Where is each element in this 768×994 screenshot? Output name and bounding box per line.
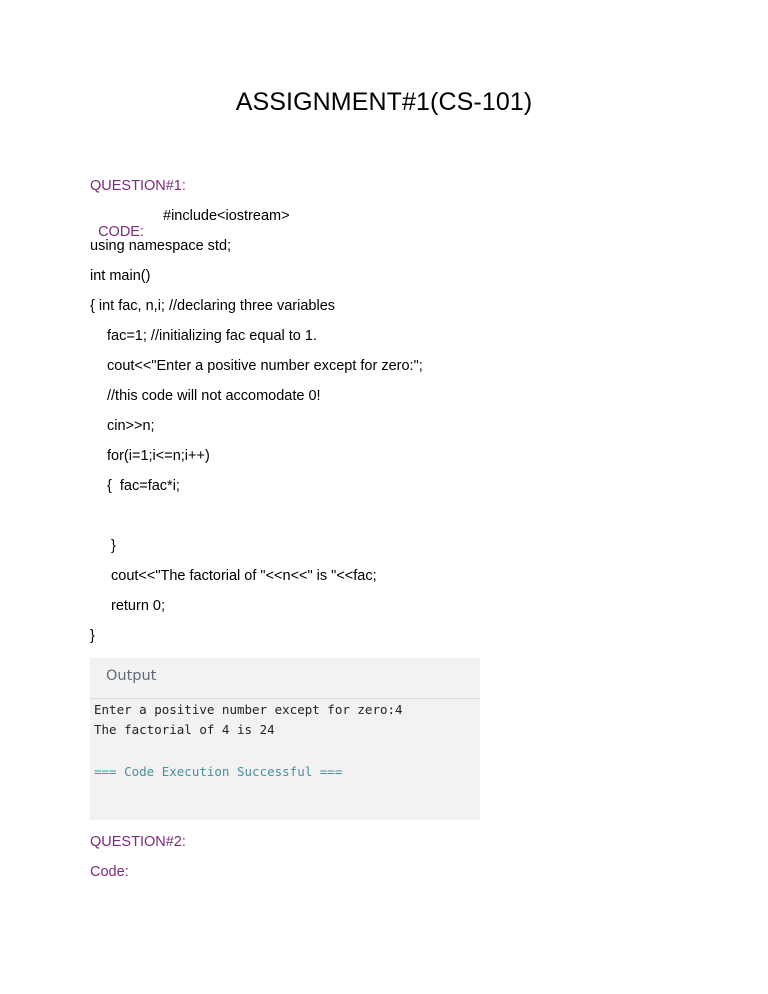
include-line: #include<iostream> [163, 208, 290, 224]
code-line: //this code will not accomodate 0! [107, 388, 321, 404]
code-line: for(i=1;i<=n;i++) [107, 448, 210, 464]
code-line: cin>>n; [107, 418, 155, 434]
output-success-message: === Code Execution Successful === [94, 764, 343, 779]
question-2-heading: QUESTION#2: [90, 834, 186, 850]
code-line: cout<<"The factorial of "<<n<<" is "<<fac; [111, 568, 377, 584]
code-line: cout<<"Enter a positive number except for zero:"; [107, 358, 423, 374]
question-1-heading: QUESTION#1: [90, 178, 186, 194]
code-line: int main() [90, 268, 151, 284]
question-2-code-label: Code: [90, 864, 129, 880]
code-line: { int fac, n,i; //declaring three variables [90, 298, 336, 314]
output-line: The factorial of 4 is 24 [94, 722, 275, 737]
code-line: fac=1; //initializing fac equal to 1. [107, 328, 317, 344]
output-line: Enter a positive number except for zero:4 [94, 702, 403, 717]
code-line: { fac=fac*i; [107, 478, 180, 494]
output-panel [90, 658, 480, 820]
page-title: ASSIGNMENT#1(CS-101) [235, 88, 533, 116]
output-title: Output [106, 668, 157, 684]
code-line: } [111, 538, 116, 554]
code-line: } [90, 628, 95, 644]
code-line: using namespace std; [90, 238, 232, 254]
output-header [90, 658, 480, 699]
code-label: CODE: [98, 224, 144, 240]
code-line: return 0; [111, 598, 165, 614]
